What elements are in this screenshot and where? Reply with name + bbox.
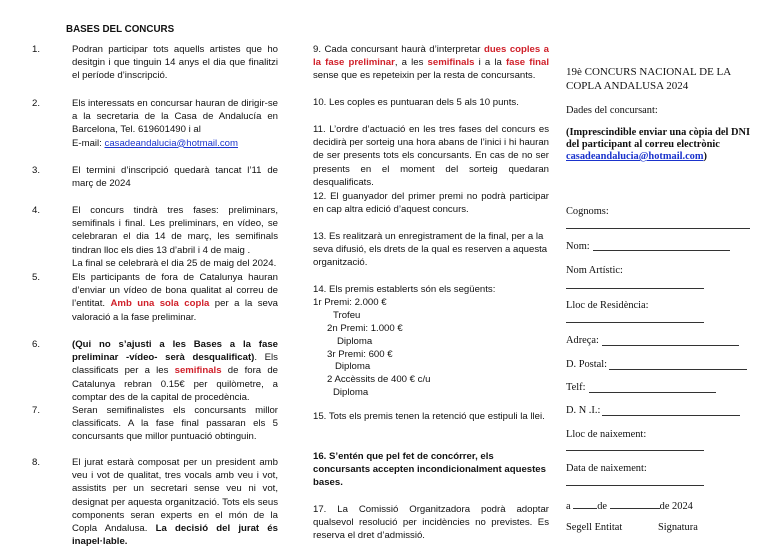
field-dni-input[interactable]: [602, 415, 740, 416]
field-data-naixement-label: Data de naixement:: [566, 463, 647, 474]
prize-4-award: Diploma: [333, 387, 369, 398]
field-adreca-input[interactable]: [602, 345, 739, 346]
form-note-line-2: del participant al correu electrònic: [566, 139, 720, 150]
form-note-line-3: casadeandalucia@hotmail.com): [566, 151, 707, 162]
rule-item-3: [32, 164, 278, 190]
rule-number: 7.: [32, 405, 41, 416]
rule-item-14: 14. Els premis establerts són els següents:: [313, 284, 496, 295]
field-nom-artistic-label: Nom Artístic:: [566, 265, 623, 276]
prize-2-award: Diploma: [337, 336, 373, 347]
rule-item-2: [32, 97, 278, 150]
field-telf-label: Telf:: [566, 382, 586, 393]
rule-text: Els participants de fora de Catalunya hauran d’enviar un vídeo de bona qualitat al correu de l’entitat. Amb una sola copla per a la seva valoració a la fase preliminar.: [72, 272, 278, 323]
highlight-text: Amb una sola copla: [110, 298, 210, 310]
prize-3-award: Diploma: [335, 361, 371, 372]
field-lloc-residencia-label: Lloc de Residència:: [566, 300, 649, 311]
rule-item-11: 11. L’ordre d’actuació en les tres fases del concurs es decidirà per sorteig una hora abans de l’inici i hi hauran de ser presents tots els concursants. En cas de no ser presents en el moment del sorteig quedaran desqualificats.: [313, 124, 549, 188]
rule-text: El termini d’inscripció quedarà tancat l’11 de març de 2024: [72, 165, 278, 190]
highlight-text: dues coples a la fase preliminar: [313, 44, 550, 69]
field-nom-label: Nom:: [566, 241, 590, 252]
form-note-line-1: (Imprescindible enviar una còpia del DNI: [566, 127, 751, 138]
date-month-input[interactable]: [610, 498, 660, 509]
field-cognoms-label: Cognoms:: [566, 206, 609, 217]
field-cognoms-input[interactable]: [566, 228, 750, 229]
field-nom-artistic-input[interactable]: [566, 288, 704, 289]
highlight-text: semifinals: [427, 57, 475, 69]
rule-item-15: 15. Tots els premis tenen la retenció que estipuli la llei.: [313, 411, 545, 422]
rule-item-1: [32, 43, 278, 83]
date-line: a de de 2024: [566, 498, 693, 513]
rule-number: 2.: [32, 98, 41, 109]
rule-text: Els interessats en concursar hauran de dirigir-se a la secretaria de la Casa de Andalucía en Barcelona, Tel. 619601490 i al E-mail: casadeandalucia@hotmail.com: [72, 98, 278, 149]
form-heading-line-1: 19è CONCURS NACIONAL DE LA: [566, 66, 732, 78]
segell-label: Segell Entitat: [566, 522, 623, 533]
prize-1-label: 1r Premi: 2.000 €: [313, 297, 387, 308]
prize-3-label: 3r Premi: 600 €: [327, 349, 393, 360]
field-postal-label: D. Postal:: [566, 359, 607, 370]
field-lloc-naixement-input[interactable]: [566, 450, 704, 451]
bases-title: BASES DEL CONCURS: [66, 24, 175, 35]
field-lloc-residencia-input[interactable]: [566, 322, 704, 323]
rule-item-4: [32, 204, 278, 270]
prize-4-label: 2 Accèssits de 400 € c/u: [327, 374, 431, 385]
prize-2-label: 2n Premi: 1.000 €: [327, 323, 403, 334]
rule-item-12: 12. El guanyador del primer premi no podrà participar en cap altra edició d’aquest concurs.: [313, 191, 549, 216]
prize-1-award: Trofeu: [333, 310, 361, 321]
field-adreca-label: Adreça:: [566, 335, 599, 346]
highlight-text: semifinals: [174, 365, 222, 377]
field-lloc-naixement-label: Lloc de naixement:: [566, 429, 647, 440]
rule-number: 5.: [32, 272, 41, 283]
rule-text: El concurs tindrà tres fases: preliminars, semifinals i final. Les preliminars, en vídeo, se celebraran el dia 14 de març, les semifinals tindran lloc els dies 13 d’abril i 4 de maig . La final se celebrarà el dia 25 de maig del 2024.: [72, 205, 278, 269]
rule-item-5: [32, 271, 278, 324]
rule-text: Podran participar tots aquells artistes que ho desitgin i que tinguin 14 anys el dia que finalitzi el període d’inscripció.: [72, 44, 278, 82]
rule-item-6: [32, 338, 278, 404]
rule-item-13: 13. Es realitzarà un enregistrament de la final, per a la seva difusió, els drets de la qual es reserven a aquesta organització.: [313, 231, 548, 269]
rule-item-7: [32, 404, 278, 444]
field-dni-label: D. N .I.:: [566, 405, 601, 416]
field-telf-input[interactable]: [589, 392, 716, 393]
rule-item-17: 17. La Comissió Organitzadora podrà adoptar qualsevol resolució per incidències no previstes. Es reserva el dret d’admissió.: [313, 504, 549, 542]
rule-number: 8.: [32, 457, 41, 468]
rule-item-9: 9. Cada concursant haurà d’interpretar dues coples a la fase preliminar, a les semifinals i a la fase final sense que es repeteixin per la resta de concursants.: [313, 44, 550, 82]
rule-text: (Qui no s’ajusti a les Bases a la fase preliminar -vídeo- serà desqualificat). Els classificats per a les semifinals de fora de Catalunya rebran 0.15€ per quilòmetre, a comptar des de la capital de procedència.: [72, 339, 278, 403]
signatura-label: Signatura: [658, 522, 698, 533]
rule-number: 6.: [32, 339, 41, 350]
rule-item-10: 10. Les coples es puntuaran dels 5 als 10 punts.: [313, 97, 519, 108]
field-postal-input[interactable]: [609, 369, 747, 370]
field-nom-input[interactable]: [593, 250, 730, 251]
highlight-text: fase final: [505, 57, 549, 69]
rule-item-16: 16. S’entén que pel fet de concórrer, els concursants accepten incondicionalment aquestes bases.: [313, 451, 546, 489]
form-heading-line-2: COPLA ANDALUSA 2024: [566, 80, 689, 92]
email-link[interactable]: casadeandalucia@hotmail.com: [566, 151, 704, 162]
rule-number: 4.: [32, 205, 41, 216]
form-subheading: Dades del concursant:: [566, 105, 658, 116]
rule-item-8: [32, 456, 278, 548]
rule-text: El jurat estarà composat per un president amb veu i vot de qualitat, tres vocals amb veu i vot, assistits per un secretari sense veu ni vot, designat per aquesta organització. Tots els seus components seran experts en el món de la Copla Andalusa. La decisió del jurat és inapel·lable.: [72, 457, 278, 548]
email-link[interactable]: casadeandalucia@hotmail.com: [104, 137, 238, 149]
date-day-input[interactable]: [573, 498, 597, 509]
rule-text: Seran semifinalistes els concursants millor classificats. A la fase final passaran els 5 concursants que millor puntuació obtinguin.: [72, 405, 278, 443]
field-data-naixement-input[interactable]: [566, 485, 704, 486]
rule-number: 1.: [32, 44, 41, 55]
rule-number: 3.: [32, 165, 41, 176]
